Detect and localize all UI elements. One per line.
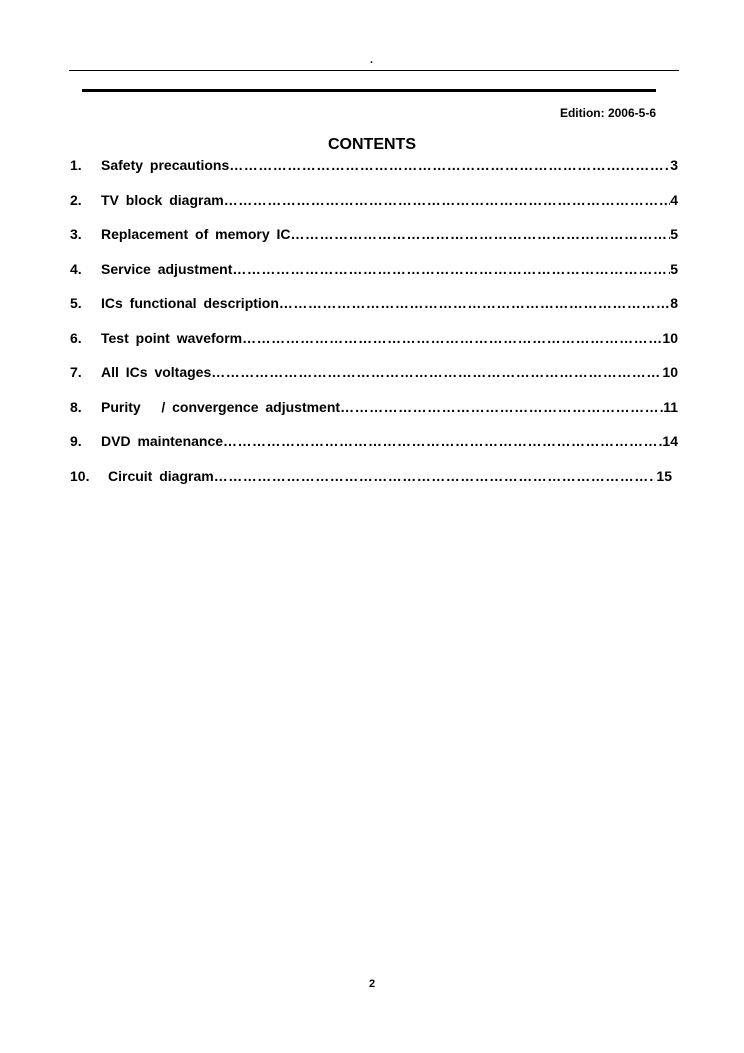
toc-leader-dots [340,397,663,417]
toc-leader-dots [279,293,670,313]
toc-number: 10. [70,467,90,484]
toc-row[interactable] [70,293,680,328]
toc-title: ICs functional description [101,295,279,311]
toc-row[interactable] [70,328,680,363]
toc-entry [101,293,678,313]
toc-number: 3. [70,226,82,242]
toc-page-number: 4 [670,191,678,208]
toc-number: 2. [70,191,82,208]
toc-row[interactable] [70,362,680,397]
toc-entry [108,466,672,486]
toc-number: 6. [70,329,82,346]
toc-entry [101,397,678,417]
toc-title: Test point waveform [101,329,243,346]
toc-leader-dots [229,155,670,175]
toc-page-number: 11 [663,398,678,415]
toc-row[interactable] [70,190,680,225]
toc-title: Purity / convergence adjustment [101,398,341,415]
toc-page-number: 8 [670,295,678,311]
toc-entry [101,362,678,382]
toc-entry [101,259,678,279]
toc-page-number: 14 [662,433,678,449]
toc-title: Replacement of memory IC [101,226,291,242]
toc-page-number: 15 [652,467,672,484]
table-of-contents [70,155,680,500]
toc-entry [101,190,678,210]
toc-leader-dots [224,190,671,210]
toc-entry [101,224,678,244]
header-mark: . [370,54,374,66]
contents-title: CONTENTS [328,136,416,153]
toc-leader-dots [214,466,653,486]
toc-entry [101,328,678,348]
toc-row[interactable] [70,224,680,259]
toc-page-number: 5 [670,226,678,242]
header-rule-thin [69,70,679,71]
toc-row[interactable] [70,431,680,466]
toc-row[interactable] [70,155,680,190]
toc-number: 8. [70,398,82,415]
toc-title: Circuit diagram [108,467,214,484]
toc-title: Safety precautions [101,157,230,173]
toc-page-number: 5 [670,260,678,277]
toc-row[interactable] [70,466,680,501]
toc-leader-dots [242,328,662,348]
toc-row[interactable] [70,397,680,432]
page-number: 2 [368,978,376,990]
toc-row[interactable] [70,259,680,294]
toc-number: 4. [70,260,82,277]
toc-leader-dots [291,224,671,244]
toc-title: All ICs voltages [101,364,212,380]
toc-number: 5. [70,295,82,311]
toc-entry [101,155,678,175]
toc-page-number: 3 [670,157,678,173]
toc-title: DVD maintenance [101,433,224,449]
toc-title: TV block diagram [101,191,224,208]
header-rule-thick [82,89,656,92]
toc-number: 1. [70,157,82,173]
toc-leader-dots [211,362,662,382]
toc-number: 9. [70,433,82,449]
toc-entry [101,431,678,451]
toc-page-number: 10 [662,329,678,346]
edition-label: Edition: 2006-5-6 [559,106,656,120]
toc-title: Service adjustment [101,260,233,277]
toc-leader-dots [232,259,670,279]
toc-number: 7. [70,364,82,380]
toc-leader-dots [223,431,662,451]
toc-page-number: 10 [662,364,678,380]
